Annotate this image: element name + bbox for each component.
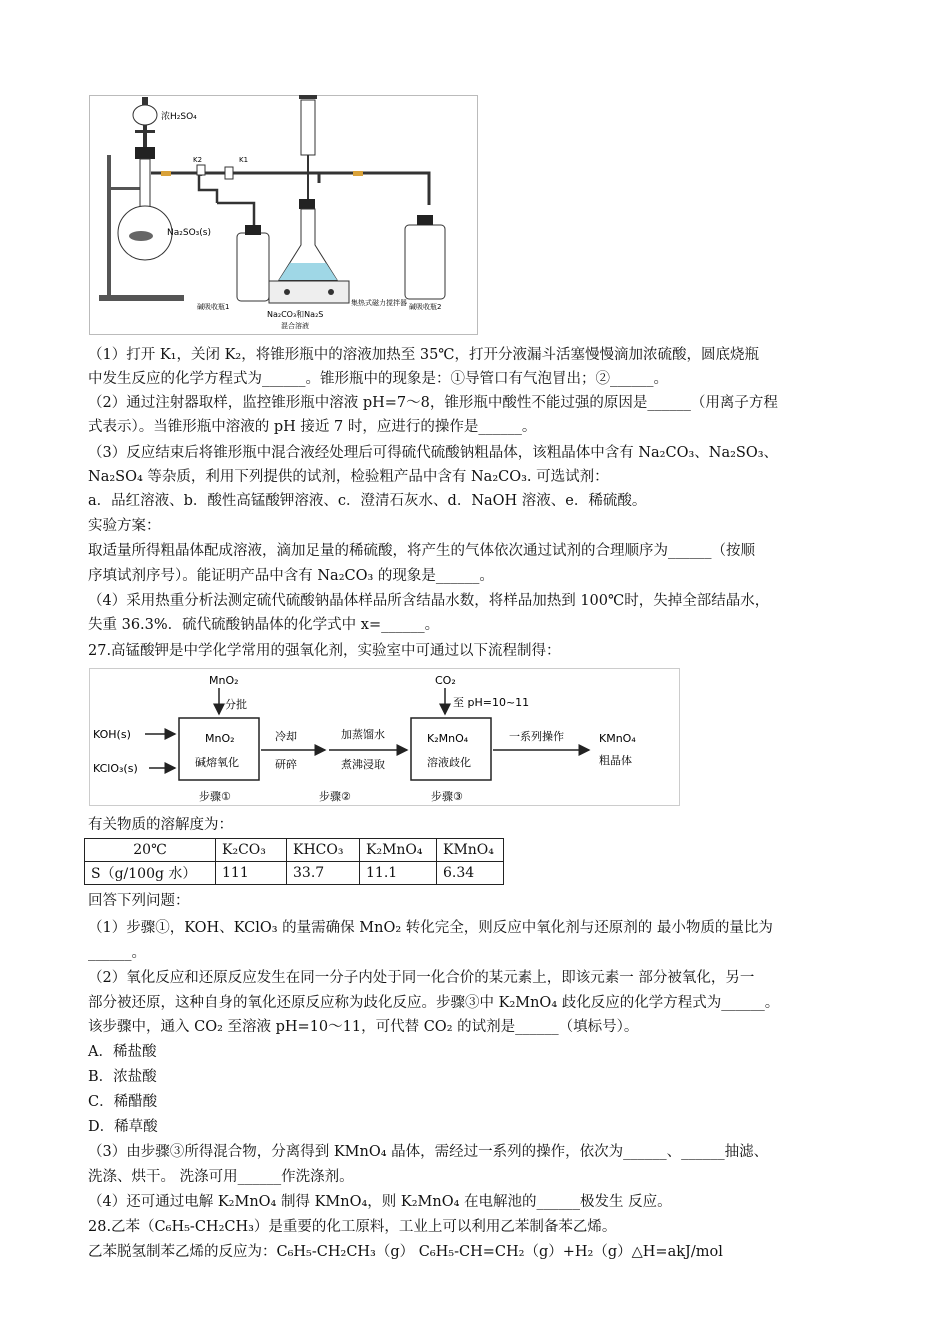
flow-add-water: 加蒸馏水 [341,728,385,741]
q27-line-2: ______。 [88,945,146,961]
flow-ops: 一系列操作 [509,730,564,743]
table-header-cell: K₂MnO₄ [360,839,437,862]
flow-step1: 步骤① [199,790,231,803]
table-cell: 6.34 [437,862,504,885]
q27-line-7: 洗涤、烘干。 洗涤可用______作洗涤剂。 [88,1169,354,1185]
q27-option-b: B．浓盐酸 [88,1069,157,1085]
table-cell: S（g/100g 水） [85,862,216,885]
q26-line-8: 实验方案： [88,518,161,534]
solubility-title: 有关物质的溶解度为： [88,817,233,833]
table-header-cell: K₂CO₃ [216,839,287,862]
flow-product-bottom: 粗晶体 [599,754,632,767]
q27-line-8: （4）还可通过电解 K₂MnO₄ 制得 KMnO₄，则 K₂MnO₄ 在电解池的______极发生 反应。 [88,1194,672,1210]
apparatus-drawing [89,95,478,335]
magnetic-stirrer [269,281,349,303]
table-header-cell: KMnO₄ [437,839,504,862]
table-header-cell: 20℃ [85,839,216,862]
flow-box-step3 [411,718,491,780]
q27-line-5: 该步骤中，通入 CO₂ 至溶液 pH=10～11，可代替 CO₂ 的试剂是______（填标号）。 [88,1019,639,1035]
table-cell: 111 [216,862,287,885]
q26-line-5: （3）反应结束后将锥形瓶中混合液经处理后可得硫代硫酸钠粗晶体，该粗晶体中含有 Na₂CO₃、Na₂SO₃、 [88,445,779,461]
label-absorb1: 碱吸收瓶1 [197,303,230,311]
q26-line-10: 序填试剂序号）。能证明产品中含有 Na₂CO₃ 的现象是______。 [88,568,494,584]
table-header-row [85,839,504,862]
flow-fenpi: 分批 [225,698,247,711]
answer-prompt: 回答下列问题： [88,893,190,909]
label-absorb2: 碱吸收瓶2 [409,303,442,311]
q28-line-1: 28.乙苯（C₆H₅-CH₂CH₃）是重要的化工原料，工业上可以利用乙苯制备苯乙烯。 [88,1219,617,1235]
label-solution-top: Na₂CO₃和Na₂S [267,310,324,319]
flow-box1-top: MnO₂ [205,732,235,745]
q27-option-d: D．稀草酸 [88,1119,158,1135]
q27-line-1: （1）步骤①，KOH、KClO₃ 的量需确保 MnO₂ 转化完全，则反应中氧化剂与还原剂的 最小物质的量比为 [88,920,773,936]
q28-line-2: 乙苯脱氢制苯乙烯的反应为：C₆H₅-CH₂CH₃（g） C₆H₅-CH=CH₂（g）+H₂（g）△H=akJ/mol [88,1244,723,1260]
absorber-bottle-2 [405,225,445,299]
q27-intro: 27.高锰酸钾是中学化学常用的强氧化剂，实验室中可通过以下流程制得： [88,643,561,659]
q26-line-1: （1）打开 K₁，关闭 K₂，将锥形瓶中的溶液加热至 35℃，打开分液漏斗活塞慢慢滴加浓硫酸，圆底烧瓶 [88,347,760,363]
q27-option-a: A．稀盐酸 [88,1044,157,1060]
apparatus-figure [89,95,478,335]
label-k2: K2 [193,156,203,164]
q27-line-3: （2）氧化反应和还原反应发生在同一分子内处于同一化合价的某元素上，即该元素一 部分被氧化，另一 [88,970,755,986]
flow-box-step1 [179,718,259,780]
flow-grind: 研碎 [275,758,297,771]
flow-product-top: KMnO₄ [599,732,636,745]
q26-line-12: 失重 36.3%．硫代硫酸钠晶体的化学式中 x=______。 [88,617,440,633]
stand-rod [107,155,111,297]
label-solution-bottom: 混合溶液 [281,322,309,330]
flow-cool: 冷却 [275,730,297,743]
q26-line-4: 式表示）。当锥形瓶中溶液的 pH 接近 7 时，应进行的操作是______。 [88,419,537,435]
label-na2so3: Na₂SO₃(s) [167,228,211,238]
q26-line-7: a．品红溶液、b．酸性高锰酸钾溶液、c．澄清石灰水、d．NaOH 溶液、e．稀硫酸。 [88,493,647,509]
flow-mno2: MnO₂ [209,674,239,687]
q26-line-2: 中发生反应的化学方程式为______。锥形瓶中的现象是：①导管口有气泡冒出；②______。 [88,371,668,387]
flow-ph: 至 pH=10~11 [453,696,530,709]
table-row [85,862,504,885]
separatory-funnel [133,105,157,125]
q27-option-c: C．稀醋酸 [88,1094,158,1110]
flow-koh: KOH(s) [93,728,131,741]
flow-co2: CO₂ [435,674,456,687]
flow-leach: 煮沸浸取 [341,758,385,771]
flow-box1-bottom: 碱熔氧化 [195,756,239,769]
label-stirrer: 集热式磁力搅拌器 [351,299,407,307]
flow-step3: 步骤③ [431,790,463,803]
flow-kclo3: KClO₃(s) [93,762,138,775]
q27-line-6: （3）由步骤③所得混合物，分离得到 KMnO₄ 晶体，需经过一系列的操作，依次为______、______抽滤、 [88,1144,769,1160]
q26-line-3: （2）通过注射器取样，监控锥形瓶中溶液 pH=7～8，锥形瓶中酸性不能过强的原因是______（用离子方程 [88,395,778,411]
absorber-bottle-1 [237,233,269,301]
table-header-cell: KHCO₃ [287,839,360,862]
flow-step2: 步骤② [319,790,351,803]
flowchart-figure [89,668,680,806]
flow-box2-top: K₂MnO₄ [427,732,469,745]
q26-line-9: 取适量所得粗晶体配成溶液，滴加足量的稀硫酸，将产生的气体依次通过试剂的合理顺序为______（按顺 [88,543,755,559]
table-cell: 11.1 [360,862,437,885]
label-conc-h2so4: 浓H₂SO₄ [161,112,197,122]
syringe [301,100,315,155]
flowchart-drawing [89,668,680,806]
table-cell: 33.7 [287,862,360,885]
label-k1: K1 [239,156,249,164]
q26-line-11: （4）采用热重分析法测定硫代硫酸钠晶体样品所含结晶水数，将样品加热到 100℃时，失掉全部结晶水， [88,593,770,609]
q27-line-4: 部分被还原，这种自身的氧化还原反应称为歧化反应。步骤③中 K₂MnO₄ 歧化反应的化学方程式为______。 [88,995,780,1011]
solubility-table [84,838,504,885]
flow-box2-bottom: 溶液歧化 [427,756,471,769]
q26-line-6: Na₂SO₄ 等杂质，利用下列提供的试剂，检验粗产品中含有 Na₂CO₃. 可选试剂： [88,469,609,485]
stand-base [99,295,184,301]
